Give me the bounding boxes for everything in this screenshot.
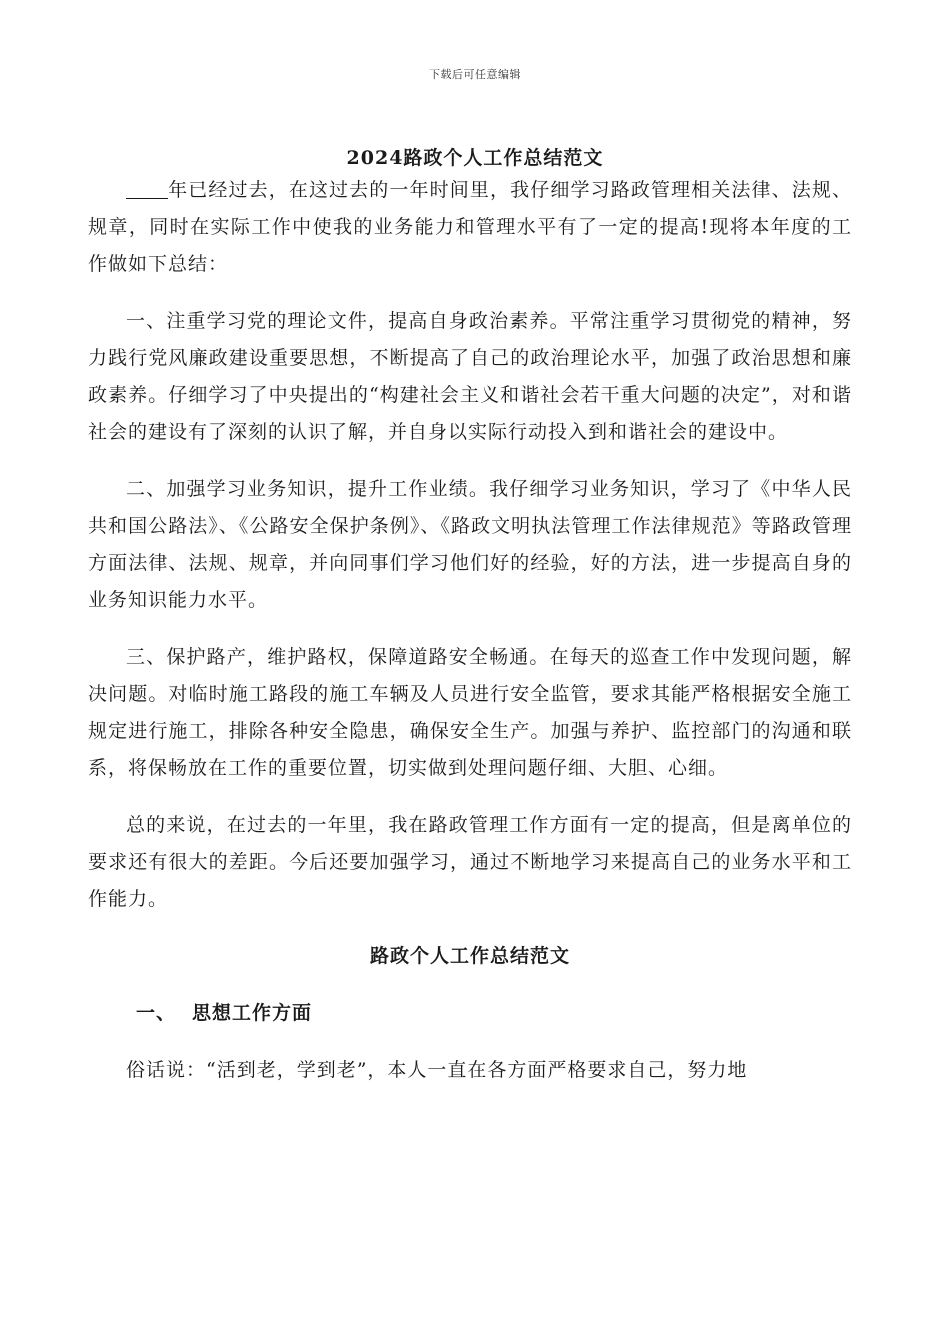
- subheading-text: 思想工作方面: [192, 1002, 313, 1024]
- blank-underline: [126, 177, 168, 199]
- paragraph-1: 一、注重学习党的理论文件，提高自身政治素养。平常注重学习贯彻党的精神，努力践行党风廉政建设重要思想，不断提高了自己的政治理论水平，加强了政治思想和廉政素养。仔细学习了中央提出的“构建社会主义和谐社会若干重大问题的决定”，对和谐社会的建设有了深刻的认识了解，并自身以实际行动投入到和谐社会的建设中。: [88, 310, 852, 443]
- last-paragraph: 俗话说：“活到老，学到老”，本人一直在各方面严格要求自己，努力地: [126, 1059, 748, 1081]
- subheading: [88, 995, 852, 1032]
- header-note: 下载后可任意编辑: [429, 68, 521, 81]
- intro-paragraph: [88, 172, 852, 283]
- subheading-number: 一、: [136, 1002, 177, 1024]
- document-title: 2024路政个人工作总结范文: [346, 147, 604, 169]
- paragraph-4: 总的来说，在过去的一年里，我在路政管理工作方面有一定的提高，但是离单位的要求还有很大的差距。今后还要加强学习，通过不断地学习来提高自己的业务水平和工作能力。: [88, 814, 852, 910]
- document-body: [88, 172, 852, 1109]
- intro-text: 年已经过去，在这过去的一年时间里，我仔细学习路政管理相关法律、法规、规章，同时在实际工作中使我的业务能力和管理水平有了一定的提高!现将本年度的工作做如下总结：: [88, 179, 852, 275]
- paragraph-2: 二、加强学习业务知识，提升工作业绩。我仔细学习业务知识，学习了《中华人民共和国公路法》、《公路安全保护条例》、《路政文明执法管理工作法律规范》等路政管理方面法律、法规、规章，并向同事们学习他们好的经验，好的方法，进一步提高自身的业务知识能力水平。: [88, 478, 852, 611]
- section-title: 路政个人工作总结范文: [369, 945, 570, 967]
- paragraph-3: 三、保护路产，维护路权，保障道路安全畅通。在每天的巡查工作中发现问题，解决问题。对临时施工路段的施工车辆及人员进行安全监管，要求其能严格根据安全施工规定进行施工，排除各种安全隐患，确保安全生产。加强与养护、监控部门的沟通和联系，将保畅放在工作的重要位置，切实做到处理问题仔细、大胆、心细。: [88, 646, 852, 779]
